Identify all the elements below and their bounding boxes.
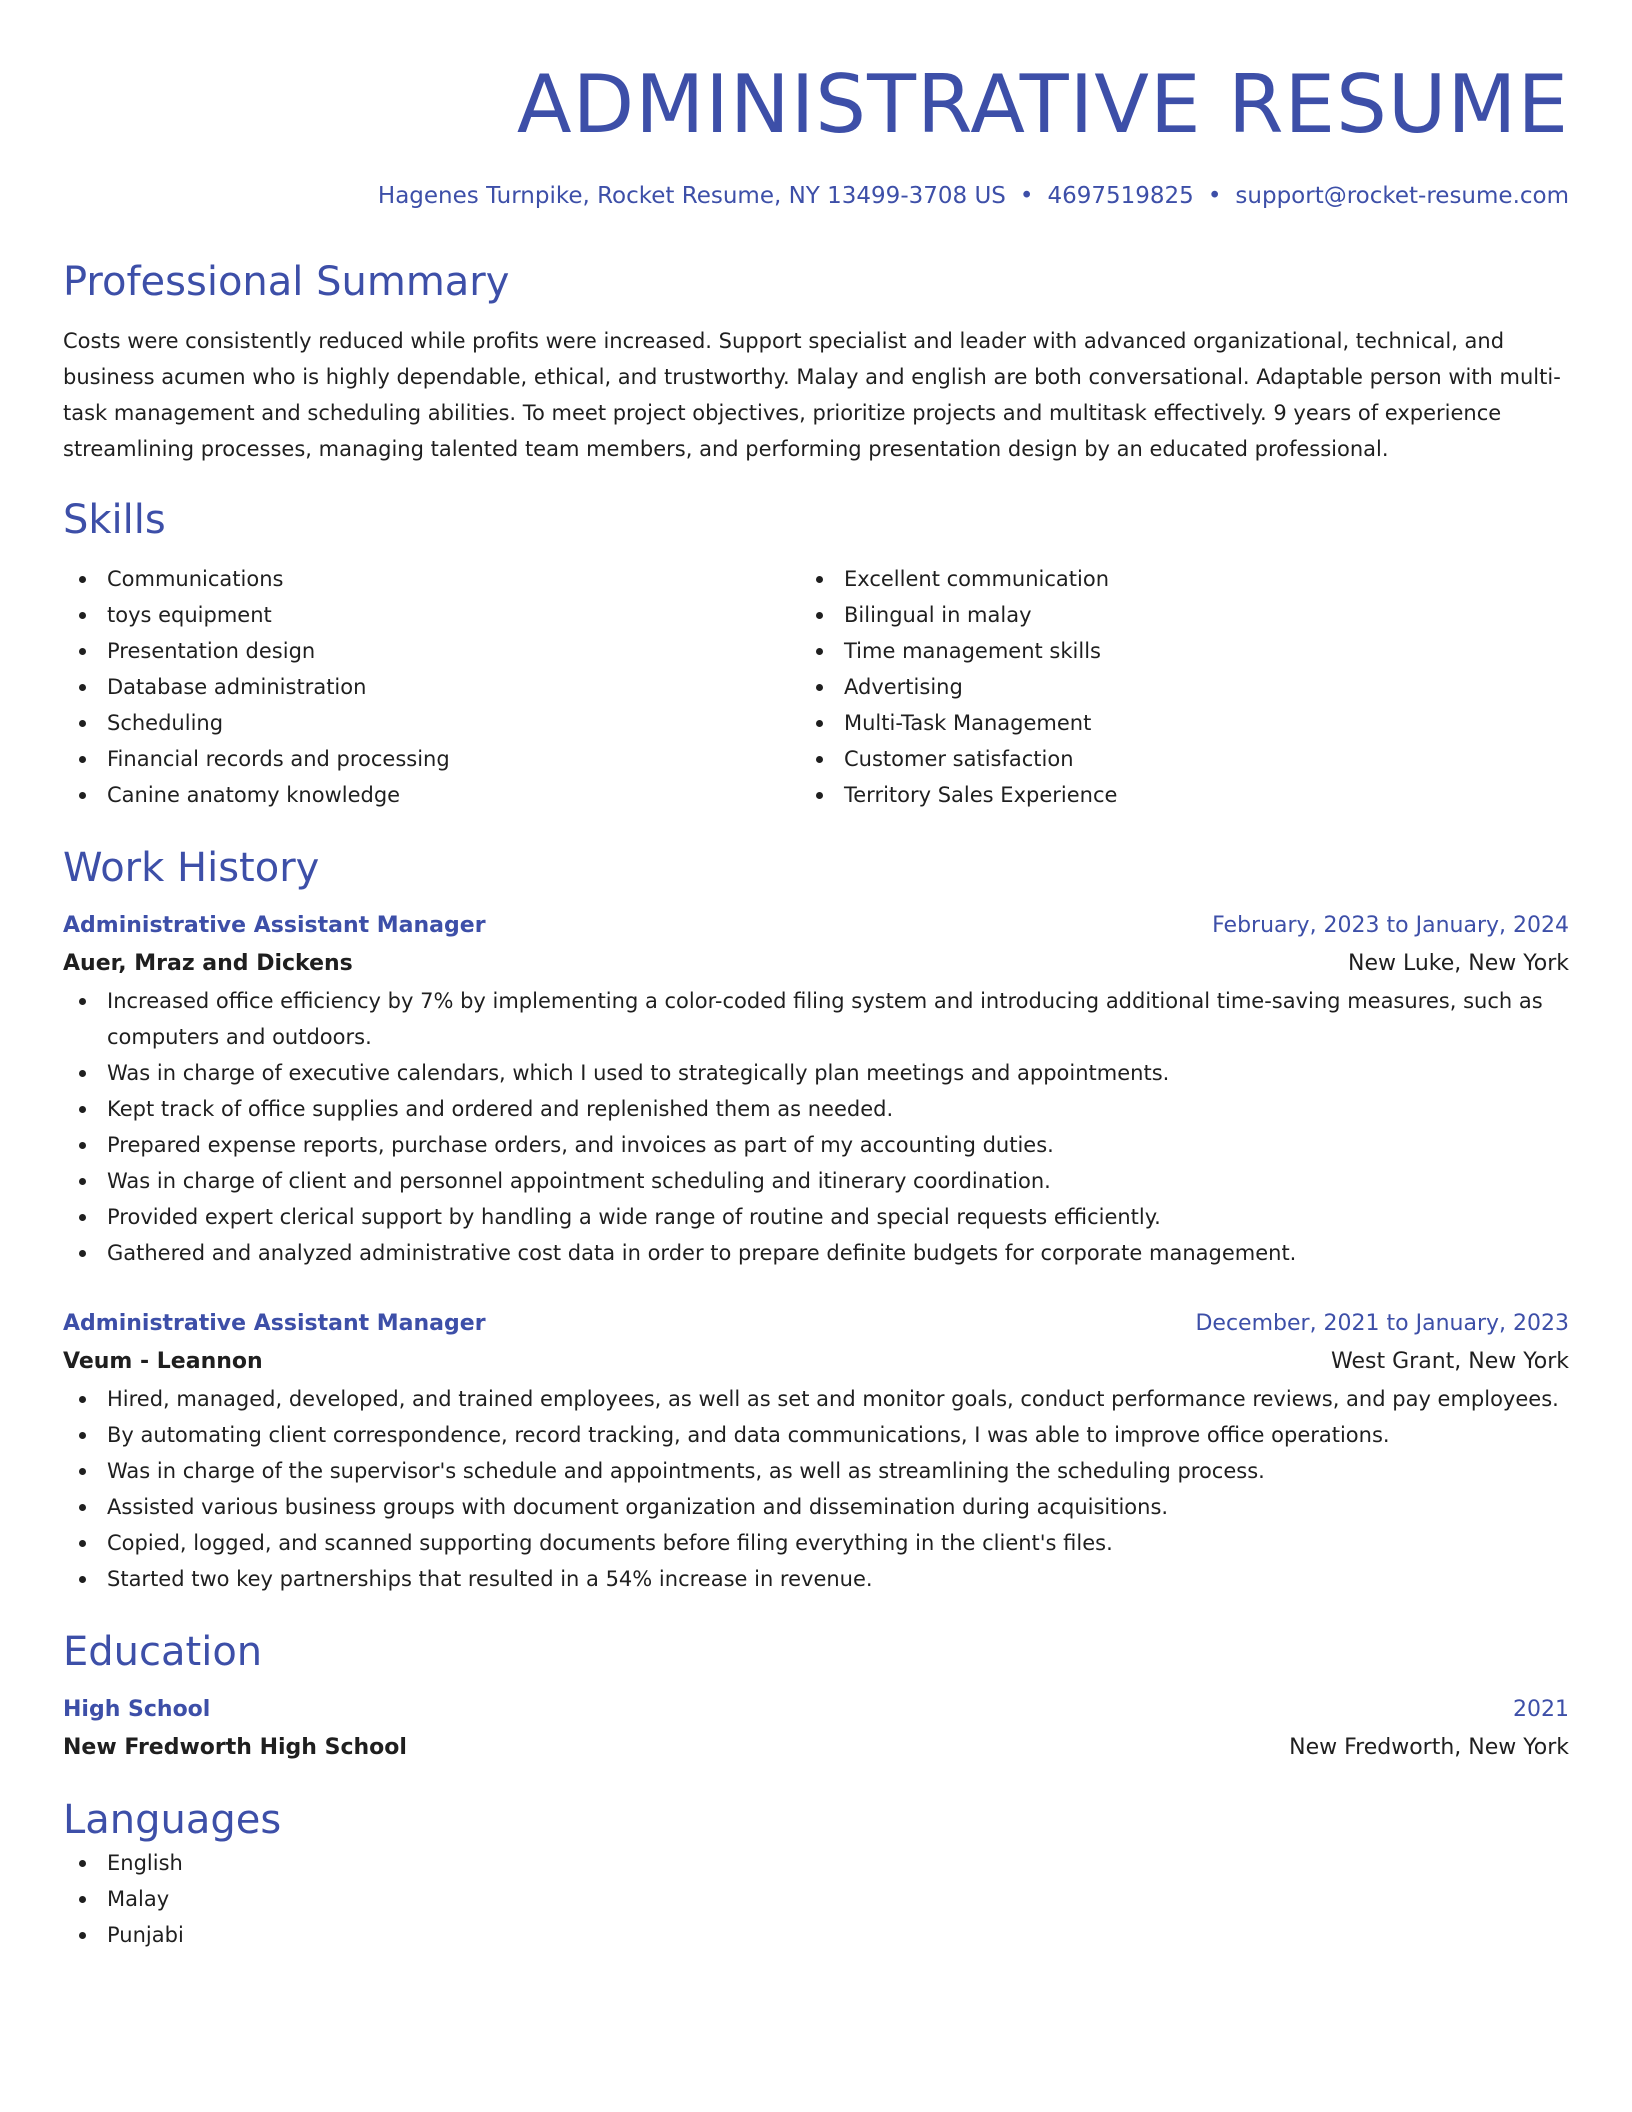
job-bullet: Provided expert clerical support by handling a wide range of routine and special requests efficiently. — [63, 1199, 1569, 1235]
job-bullet: Started two key partnerships that resulted in a 54% increase in revenue. — [63, 1561, 1569, 1597]
skill-item: Financial records and processing — [63, 741, 800, 777]
job-company-row — [63, 945, 1569, 983]
work-history-heading: Work History — [63, 845, 320, 891]
skills-section — [63, 495, 1569, 813]
job-bullet: Hired, managed, developed, and trained employees, as well as set and monitor goals, conduct performance reviews, and pay employees. — [63, 1381, 1569, 1417]
job-location: West Grant, New York — [1331, 1349, 1569, 1374]
resume-name: ADMINISTRATIVE RESUME — [516, 58, 1569, 151]
job-bullet: Was in charge of the supervisor's schedule and appointments, as well as streamlining the scheduling process. — [63, 1453, 1569, 1489]
job-dates: February, 2023 to January, 2024 — [1212, 913, 1569, 938]
language-item: English — [63, 1845, 1569, 1881]
languages-list — [63, 1845, 1569, 1953]
language-item: Malay — [63, 1881, 1569, 1917]
languages-section — [63, 1795, 1569, 1953]
job-title-row — [63, 1305, 1569, 1343]
job-title: Administrative Assistant Manager — [63, 1311, 486, 1336]
education-degree: High School — [63, 1697, 211, 1722]
contact-phone: 4697519825 — [1047, 183, 1194, 209]
job-bullet: Copied, logged, and scanned supporting documents before filing everything in the client's files. — [63, 1525, 1569, 1561]
contact-email: support@rocket-resume.com — [1235, 183, 1569, 209]
skill-item: Territory Sales Experience — [800, 777, 1537, 813]
job-bullet: Prepared expense reports, purchase orders, and invoices as part of my accounting duties. — [63, 1127, 1569, 1163]
job-company-row — [63, 1343, 1569, 1381]
job-entry — [63, 1305, 1569, 1597]
education-school-row — [63, 1729, 1569, 1767]
contact-line — [63, 181, 1569, 211]
contact-separator: • — [1207, 183, 1222, 209]
job-bullets — [63, 1381, 1569, 1597]
job-bullet: Kept track of office supplies and ordered and replenished them as needed. — [63, 1091, 1569, 1127]
job-bullets — [63, 983, 1569, 1271]
skill-item: Customer satisfaction — [800, 741, 1537, 777]
summary-section — [63, 257, 1569, 467]
skill-item: Presentation design — [63, 633, 800, 669]
job-company: Veum - Leannon — [63, 1349, 263, 1374]
job-entry — [63, 907, 1569, 1271]
resume-header — [63, 55, 1569, 211]
skill-item: Database administration — [63, 669, 800, 705]
skills-grid — [63, 561, 1569, 813]
skill-item: Bilingual in malay — [800, 597, 1537, 633]
skills-heading: Skills — [63, 497, 166, 543]
job-bullet: By automating client correspondence, record tracking, and data communications, I was able to improve office operations. — [63, 1417, 1569, 1453]
education-section — [63, 1627, 1569, 1767]
skill-item: Communications — [63, 561, 800, 597]
contact-address: Hagenes Turnpike, Rocket Resume, NY 13499-3708 US — [377, 183, 1006, 209]
job-bullet: Increased office efficiency by 7% by implementing a color-coded filing system and introducing additional time-saving measures, such as computers and outdoors. — [63, 983, 1569, 1055]
summary-text: Costs were consistently reduced while profits were increased. Support specialist and leader with advanced organizational, technical, and business acumen who is highly dependable, ethical, and trustworthy. Malay and english are both conversational. Adaptable person with multi-task management and scheduling abilities. To meet project objectives, prioritize projects and multitask effectively. 9 years of experience streamlining processes, managing talented team members, and performing presentation design by an educated professional. — [63, 329, 1561, 461]
job-bullet: Was in charge of executive calendars, which I used to strategically plan meetings and appointments. — [63, 1055, 1569, 1091]
job-company: Auer, Mraz and Dickens — [63, 951, 353, 976]
skill-item: Scheduling — [63, 705, 800, 741]
education-heading: Education — [63, 1629, 263, 1675]
job-bullet: Gathered and analyzed administrative cost data in order to prepare definite budgets for corporate management. — [63, 1235, 1569, 1271]
job-title-row — [63, 907, 1569, 945]
education-location: New Fredworth, New York — [1289, 1735, 1569, 1760]
job-dates: December, 2021 to January, 2023 — [1195, 1311, 1569, 1336]
education-school: New Fredworth High School — [63, 1735, 407, 1760]
job-bullet: Was in charge of client and personnel appointment scheduling and itinerary coordination. — [63, 1163, 1569, 1199]
skill-item: toys equipment — [63, 597, 800, 633]
job-location: New Luke, New York — [1347, 951, 1569, 976]
languages-heading: Languages — [63, 1797, 282, 1843]
skill-item: Excellent communication — [800, 561, 1537, 597]
contact-separator: • — [1019, 183, 1034, 209]
skill-item: Multi-Task Management — [800, 705, 1537, 741]
education-entry — [63, 1691, 1569, 1767]
job-title: Administrative Assistant Manager — [63, 913, 486, 938]
summary-heading: Professional Summary — [63, 259, 510, 305]
education-year: 2021 — [1513, 1697, 1569, 1722]
skill-item: Canine anatomy knowledge — [63, 777, 800, 813]
skills-column-right — [800, 561, 1537, 813]
skill-item: Advertising — [800, 669, 1537, 705]
job-bullet: Assisted various business groups with document organization and dissemination during acquisitions. — [63, 1489, 1569, 1525]
skill-item: Time management skills — [800, 633, 1537, 669]
work-history-section — [63, 843, 1569, 1597]
language-item: Punjabi — [63, 1917, 1569, 1953]
skills-column-left — [63, 561, 800, 813]
education-degree-row — [63, 1691, 1569, 1729]
